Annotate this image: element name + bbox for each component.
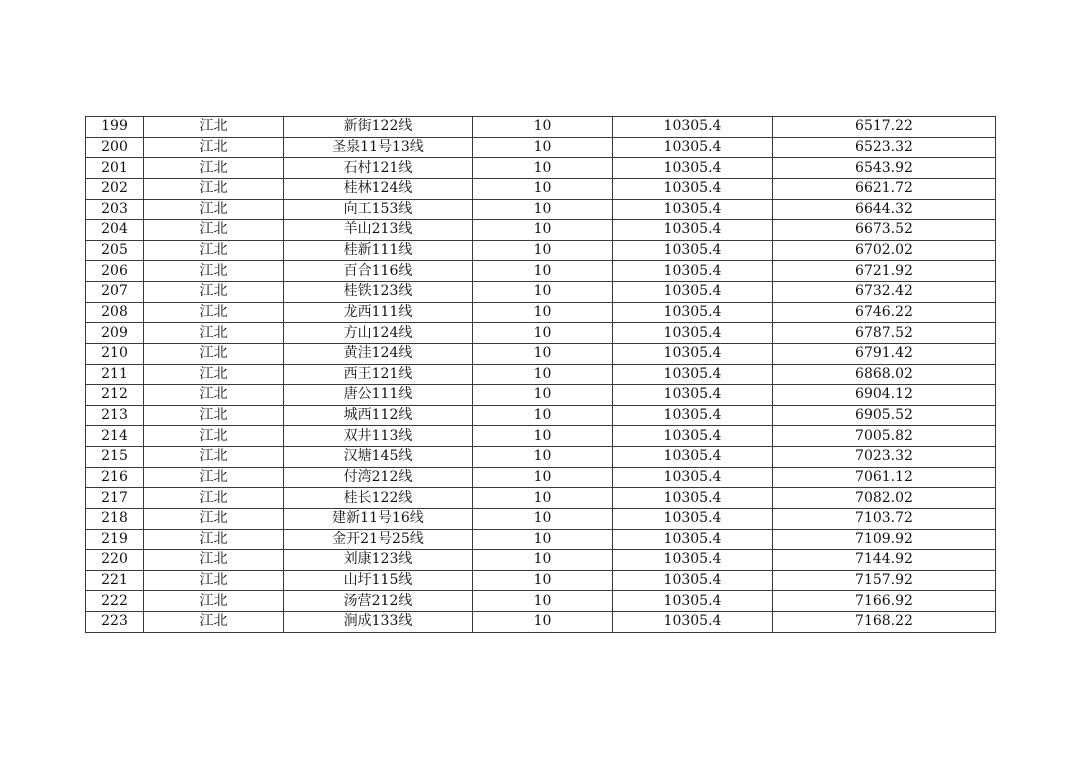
voltage-cell: 10: [473, 343, 613, 364]
district-cell: 江北: [144, 178, 284, 199]
voltage-cell: 10: [473, 550, 613, 571]
district-cell: 江北: [144, 612, 284, 633]
district-cell: 江北: [144, 137, 284, 158]
row-number-cell: 206: [86, 261, 144, 282]
value-a-cell: 10305.4: [613, 323, 773, 344]
value-a-cell: 10305.4: [613, 240, 773, 261]
line-name-cell: 方山124线: [284, 323, 473, 344]
table-row: [86, 261, 996, 282]
value-b-cell: 7166.92: [773, 591, 996, 612]
value-a-cell: 10305.4: [613, 426, 773, 447]
row-number-cell: 207: [86, 282, 144, 303]
table-row: [86, 467, 996, 488]
value-b-cell: 6868.02: [773, 364, 996, 385]
value-a-cell: 10305.4: [613, 508, 773, 529]
row-number-cell: 216: [86, 467, 144, 488]
line-name-cell: 金开21号25线: [284, 529, 473, 550]
district-cell: 江北: [144, 117, 284, 138]
line-name-cell: 刘康123线: [284, 550, 473, 571]
value-a-cell: 10305.4: [613, 488, 773, 509]
value-a-cell: 10305.4: [613, 158, 773, 179]
voltage-cell: 10: [473, 137, 613, 158]
table-row: [86, 220, 996, 241]
table-row: [86, 282, 996, 303]
table-row: [86, 158, 996, 179]
value-a-cell: 10305.4: [613, 385, 773, 406]
table-row: [86, 240, 996, 261]
row-number-cell: 211: [86, 364, 144, 385]
row-number-cell: 200: [86, 137, 144, 158]
value-b-cell: 7023.32: [773, 447, 996, 468]
district-cell: 江北: [144, 199, 284, 220]
voltage-cell: 10: [473, 302, 613, 323]
voltage-cell: 10: [473, 261, 613, 282]
value-b-cell: 6517.22: [773, 117, 996, 138]
value-a-cell: 10305.4: [613, 302, 773, 323]
table-row: [86, 550, 996, 571]
voltage-cell: 10: [473, 591, 613, 612]
row-number-cell: 204: [86, 220, 144, 241]
voltage-cell: 10: [473, 282, 613, 303]
row-number-cell: 218: [86, 508, 144, 529]
line-name-cell: 桂铁123线: [284, 282, 473, 303]
row-number-cell: 222: [86, 591, 144, 612]
value-b-cell: 7061.12: [773, 467, 996, 488]
table-row: [86, 199, 996, 220]
value-b-cell: 7168.22: [773, 612, 996, 633]
value-b-cell: 7144.92: [773, 550, 996, 571]
table-row: [86, 178, 996, 199]
table-row: [86, 302, 996, 323]
value-b-cell: 6523.32: [773, 137, 996, 158]
value-b-cell: 6543.92: [773, 158, 996, 179]
value-b-cell: 7103.72: [773, 508, 996, 529]
value-a-cell: 10305.4: [613, 467, 773, 488]
voltage-cell: 10: [473, 405, 613, 426]
row-number-cell: 201: [86, 158, 144, 179]
line-name-cell: 西王121线: [284, 364, 473, 385]
district-cell: 江北: [144, 570, 284, 591]
voltage-cell: 10: [473, 612, 613, 633]
table-row: [86, 405, 996, 426]
line-name-cell: 建新11号16线: [284, 508, 473, 529]
line-name-cell: 双井113线: [284, 426, 473, 447]
value-a-cell: 10305.4: [613, 220, 773, 241]
value-a-cell: 10305.4: [613, 261, 773, 282]
table-row: [86, 117, 996, 138]
line-name-cell: 新街122线: [284, 117, 473, 138]
table-row: [86, 508, 996, 529]
value-a-cell: 10305.4: [613, 591, 773, 612]
line-name-cell: 桂林124线: [284, 178, 473, 199]
line-name-cell: 石村121线: [284, 158, 473, 179]
value-b-cell: 6721.92: [773, 261, 996, 282]
line-name-cell: 龙西111线: [284, 302, 473, 323]
district-cell: 江北: [144, 240, 284, 261]
line-name-cell: 城西112线: [284, 405, 473, 426]
voltage-cell: 10: [473, 117, 613, 138]
line-data-table: [85, 116, 996, 633]
table-row: [86, 570, 996, 591]
district-cell: 江北: [144, 364, 284, 385]
line-name-cell: 唐公111线: [284, 385, 473, 406]
value-b-cell: 7082.02: [773, 488, 996, 509]
row-number-cell: 217: [86, 488, 144, 509]
value-a-cell: 10305.4: [613, 447, 773, 468]
row-number-cell: 220: [86, 550, 144, 571]
value-b-cell: 7005.82: [773, 426, 996, 447]
line-name-cell: 汤营212线: [284, 591, 473, 612]
value-a-cell: 10305.4: [613, 550, 773, 571]
voltage-cell: 10: [473, 178, 613, 199]
value-b-cell: 6673.52: [773, 220, 996, 241]
value-b-cell: 6732.42: [773, 282, 996, 303]
district-cell: 江北: [144, 343, 284, 364]
district-cell: 江北: [144, 488, 284, 509]
row-number-cell: 221: [86, 570, 144, 591]
voltage-cell: 10: [473, 364, 613, 385]
value-a-cell: 10305.4: [613, 612, 773, 633]
value-b-cell: 7109.92: [773, 529, 996, 550]
voltage-cell: 10: [473, 220, 613, 241]
voltage-cell: 10: [473, 158, 613, 179]
value-b-cell: 6621.72: [773, 178, 996, 199]
value-a-cell: 10305.4: [613, 570, 773, 591]
value-b-cell: 7157.92: [773, 570, 996, 591]
line-name-cell: 桂长122线: [284, 488, 473, 509]
district-cell: 江北: [144, 550, 284, 571]
district-cell: 江北: [144, 591, 284, 612]
line-name-cell: 向工153线: [284, 199, 473, 220]
line-name-cell: 汉塘145线: [284, 447, 473, 468]
value-b-cell: 6787.52: [773, 323, 996, 344]
district-cell: 江北: [144, 447, 284, 468]
table-row: [86, 529, 996, 550]
value-b-cell: 6702.02: [773, 240, 996, 261]
district-cell: 江北: [144, 385, 284, 406]
district-cell: 江北: [144, 282, 284, 303]
district-cell: 江北: [144, 426, 284, 447]
district-cell: 江北: [144, 220, 284, 241]
district-cell: 江北: [144, 261, 284, 282]
district-cell: 江北: [144, 302, 284, 323]
table-row: [86, 137, 996, 158]
district-cell: 江北: [144, 467, 284, 488]
line-name-cell: 圣泉11号13线: [284, 137, 473, 158]
voltage-cell: 10: [473, 323, 613, 344]
table-row: [86, 343, 996, 364]
row-number-cell: 223: [86, 612, 144, 633]
value-a-cell: 10305.4: [613, 282, 773, 303]
voltage-cell: 10: [473, 240, 613, 261]
line-name-cell: 山圩115线: [284, 570, 473, 591]
table-row: [86, 447, 996, 468]
row-number-cell: 209: [86, 323, 144, 344]
row-number-cell: 202: [86, 178, 144, 199]
value-a-cell: 10305.4: [613, 529, 773, 550]
row-number-cell: 212: [86, 385, 144, 406]
table-row: [86, 591, 996, 612]
row-number-cell: 205: [86, 240, 144, 261]
voltage-cell: 10: [473, 385, 613, 406]
table-row: [86, 612, 996, 633]
value-a-cell: 10305.4: [613, 178, 773, 199]
table-row: [86, 488, 996, 509]
value-b-cell: 6746.22: [773, 302, 996, 323]
row-number-cell: 214: [86, 426, 144, 447]
value-a-cell: 10305.4: [613, 117, 773, 138]
line-name-cell: 付湾212线: [284, 467, 473, 488]
value-a-cell: 10305.4: [613, 405, 773, 426]
value-b-cell: 6644.32: [773, 199, 996, 220]
value-a-cell: 10305.4: [613, 343, 773, 364]
value-a-cell: 10305.4: [613, 199, 773, 220]
line-name-cell: 桂新111线: [284, 240, 473, 261]
voltage-cell: 10: [473, 508, 613, 529]
value-a-cell: 10305.4: [613, 137, 773, 158]
row-number-cell: 215: [86, 447, 144, 468]
district-cell: 江北: [144, 508, 284, 529]
value-b-cell: 6791.42: [773, 343, 996, 364]
line-name-cell: 黄洼124线: [284, 343, 473, 364]
voltage-cell: 10: [473, 488, 613, 509]
value-a-cell: 10305.4: [613, 364, 773, 385]
row-number-cell: 213: [86, 405, 144, 426]
voltage-cell: 10: [473, 426, 613, 447]
line-name-cell: 百合116线: [284, 261, 473, 282]
value-b-cell: 6905.52: [773, 405, 996, 426]
voltage-cell: 10: [473, 199, 613, 220]
district-cell: 江北: [144, 405, 284, 426]
district-cell: 江北: [144, 529, 284, 550]
voltage-cell: 10: [473, 570, 613, 591]
row-number-cell: 210: [86, 343, 144, 364]
row-number-cell: 199: [86, 117, 144, 138]
value-b-cell: 6904.12: [773, 385, 996, 406]
voltage-cell: 10: [473, 529, 613, 550]
table-row: [86, 323, 996, 344]
row-number-cell: 203: [86, 199, 144, 220]
voltage-cell: 10: [473, 467, 613, 488]
table-body: [86, 117, 996, 633]
line-name-cell: 羊山213线: [284, 220, 473, 241]
district-cell: 江北: [144, 158, 284, 179]
line-name-cell: 涧成133线: [284, 612, 473, 633]
table-row: [86, 385, 996, 406]
row-number-cell: 219: [86, 529, 144, 550]
district-cell: 江北: [144, 323, 284, 344]
row-number-cell: 208: [86, 302, 144, 323]
voltage-cell: 10: [473, 447, 613, 468]
table-row: [86, 364, 996, 385]
table-row: [86, 426, 996, 447]
